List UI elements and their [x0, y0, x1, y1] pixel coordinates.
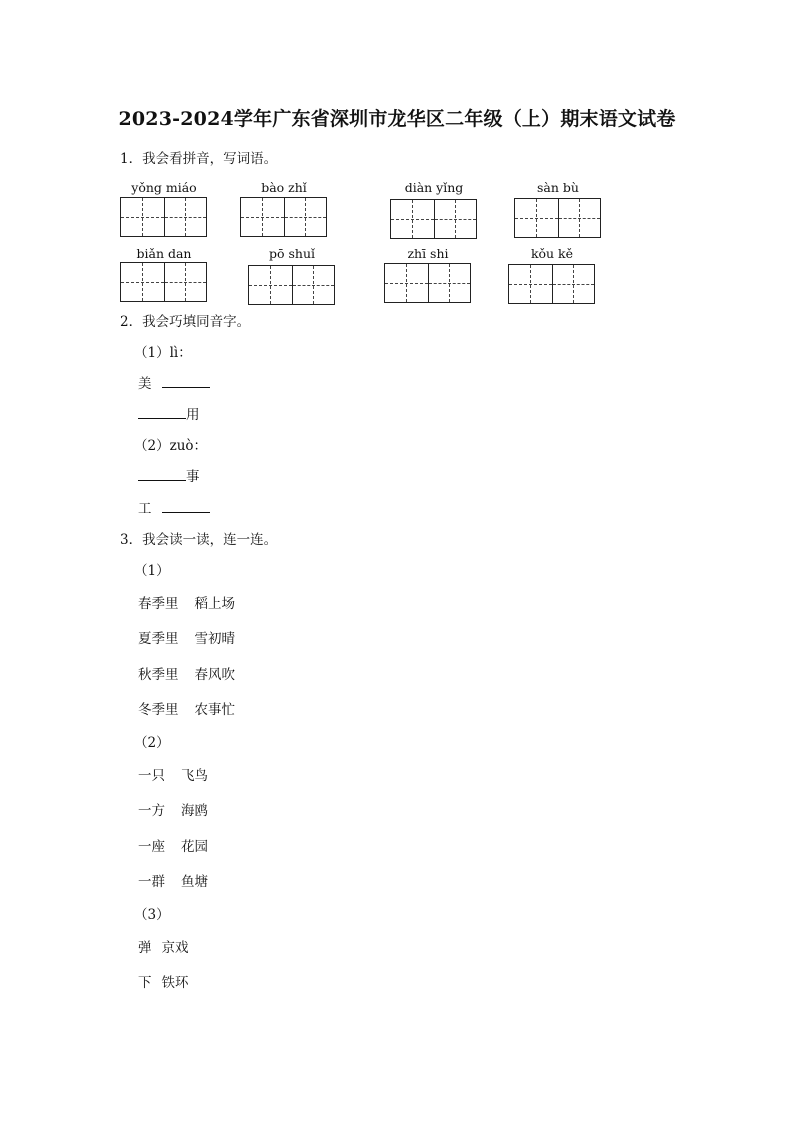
fill-line	[138, 497, 210, 517]
grid-cell[interactable]	[164, 263, 207, 301]
match-row	[138, 971, 189, 991]
match-row	[138, 799, 208, 819]
grid-cell[interactable]	[509, 265, 552, 303]
match-row	[138, 936, 189, 956]
grid-cell[interactable]	[552, 265, 595, 303]
word: 美	[138, 376, 152, 392]
match-left[interactable]: 一座	[138, 839, 165, 855]
match-right[interactable]: 雪初晴	[194, 631, 235, 647]
question-3-prompt: 3．我会读一读，连一连。	[120, 532, 278, 548]
question-3-part-1-label: （1）	[134, 563, 170, 579]
grid-cell[interactable]	[249, 266, 292, 304]
writing-grid[interactable]	[384, 263, 471, 303]
grid-cell[interactable]	[558, 199, 601, 237]
writing-grid[interactable]	[390, 199, 477, 239]
writing-grid[interactable]	[120, 197, 207, 237]
pinyin-label: yǒng miáo	[131, 180, 197, 195]
match-row	[138, 698, 235, 718]
match-row	[138, 870, 208, 890]
page-title: 2023-2024学年广东省深圳市龙华区二年级（上）期末语文试卷	[118, 108, 676, 130]
fill-line	[138, 403, 200, 423]
grid-cell[interactable]	[434, 200, 477, 238]
match-right[interactable]: 铁环	[161, 975, 189, 991]
question-2-prompt: 2．我会巧填同音字。	[120, 314, 251, 330]
question-2-part-1-label: （1）lì：	[134, 345, 192, 361]
match-left[interactable]: 秋季里	[138, 667, 179, 683]
question-3-part-3-label: （3）	[134, 907, 170, 923]
grid-cell[interactable]	[284, 198, 327, 236]
match-left[interactable]: 夏季里	[138, 631, 179, 647]
question-3-part-2-label: （2）	[134, 735, 170, 751]
writing-grid[interactable]	[240, 197, 327, 237]
answer-blank[interactable]	[162, 374, 210, 388]
match-right[interactable]: 农事忙	[194, 702, 235, 718]
match-right[interactable]: 海鸥	[181, 803, 208, 819]
writing-grid[interactable]	[120, 262, 207, 302]
writing-grid[interactable]	[514, 198, 601, 238]
answer-blank[interactable]	[138, 405, 186, 419]
match-left[interactable]: 冬季里	[138, 702, 179, 718]
pinyin-label: biǎn dan	[136, 246, 192, 261]
grid-cell[interactable]	[121, 198, 164, 236]
answer-blank[interactable]	[162, 499, 210, 513]
match-left[interactable]: 下	[138, 975, 152, 991]
match-right[interactable]: 花园	[181, 839, 208, 855]
match-right[interactable]: 鱼塘	[181, 874, 208, 890]
grid-cell[interactable]	[121, 263, 164, 301]
grid-cell[interactable]	[515, 199, 558, 237]
match-left[interactable]: 一方	[138, 803, 165, 819]
grid-cell[interactable]	[164, 198, 207, 236]
match-left[interactable]: 一群	[138, 874, 165, 890]
fill-line	[138, 465, 200, 485]
grid-cell[interactable]	[241, 198, 284, 236]
match-row	[138, 663, 235, 683]
match-row	[138, 835, 208, 855]
match-row	[138, 764, 208, 784]
pinyin-label: bào zhǐ	[261, 180, 307, 195]
match-right[interactable]: 飞鸟	[181, 768, 208, 784]
match-right[interactable]: 京戏	[161, 940, 189, 956]
pinyin-label: zhī shi	[407, 246, 449, 261]
pinyin-label: pō shuǐ	[268, 246, 315, 261]
question-2-part-2-label: （2）zuò：	[134, 438, 208, 454]
match-row	[138, 592, 235, 612]
fill-line	[138, 372, 210, 392]
word: 用	[186, 407, 200, 423]
writing-grid[interactable]	[248, 265, 335, 305]
pinyin-label: sàn bù	[537, 180, 579, 195]
word: 工	[138, 501, 152, 517]
grid-cell[interactable]	[385, 264, 428, 302]
question-1-prompt: 1．我会看拼音，写词语。	[120, 151, 278, 167]
pinyin-label: kǒu kě	[530, 246, 574, 261]
answer-blank[interactable]	[138, 467, 186, 481]
match-left[interactable]: 一只	[138, 768, 165, 784]
match-right[interactable]: 稻上场	[194, 596, 235, 612]
grid-cell[interactable]	[391, 200, 434, 238]
writing-grid[interactable]	[508, 264, 595, 304]
match-right[interactable]: 春风吹	[194, 667, 235, 683]
grid-cell[interactable]	[292, 266, 335, 304]
word: 事	[186, 469, 200, 485]
match-left[interactable]: 春季里	[138, 596, 179, 612]
match-left[interactable]: 弹	[138, 940, 152, 956]
pinyin-label: diàn yǐng	[404, 180, 464, 195]
match-row	[138, 627, 235, 647]
grid-cell[interactable]	[428, 264, 471, 302]
